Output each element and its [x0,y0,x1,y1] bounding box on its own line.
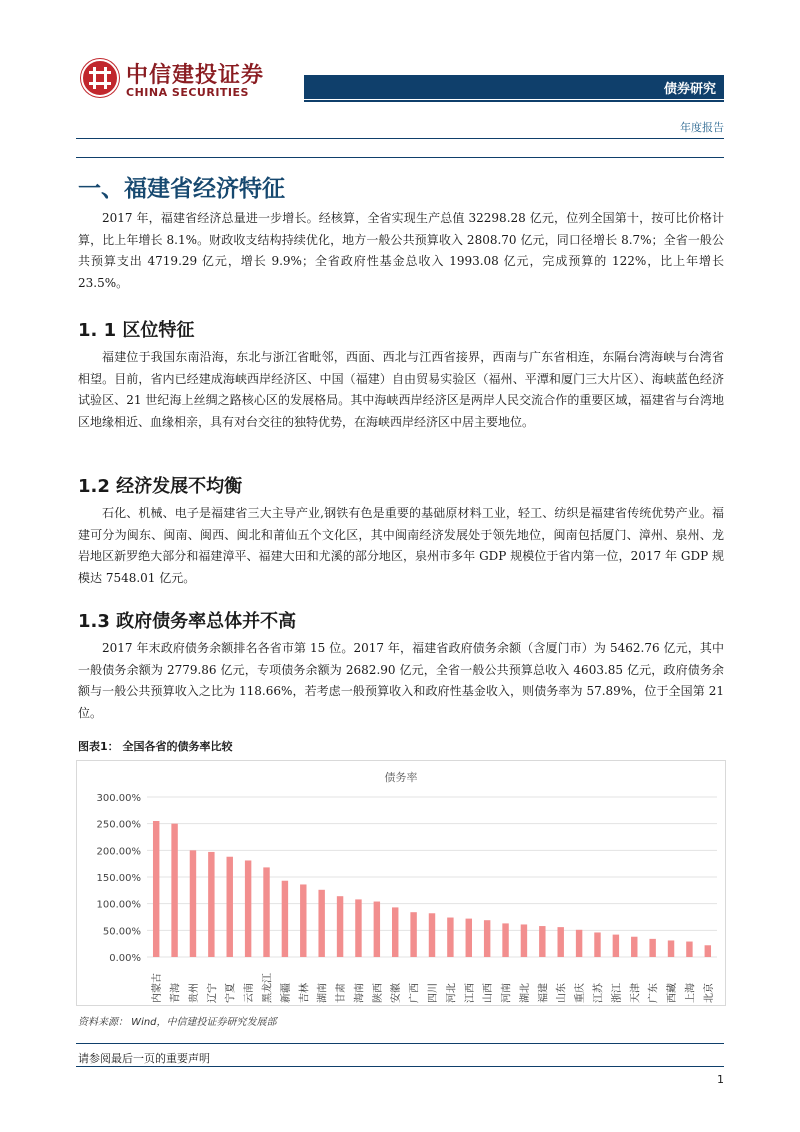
x-tick-label: 福建 [538,983,550,1003]
y-tick-label: 50.00% [102,926,141,938]
x-tick-label: 辽宁 [207,983,219,1003]
bar [263,867,269,957]
bar [190,850,196,957]
bar [374,902,380,957]
x-tick-label: 内蒙古 [152,973,164,1003]
x-tick-label: 西藏 [667,983,679,1003]
x-tick-label: 黑龙江 [262,973,274,1003]
bar [208,852,214,957]
intro-paragraph: 2017 年，福建省经济总量进一步增长。经核算，全省实现生产总值 32298.28 亿元，位列全国第十，按可比价格计算，比上年增长 8.1%。财政收支结构持续优化，地方一般公共预算收入 2808.70 亿元，同口径增长 8.7%；全省一般公共预算支出 4719.29 亿元，增长 9.9%；全省政府性基金总收入 1993.08 亿元，完成预算的 122%，比上年增长 23.5%。 [78,211,724,290]
brand-name-cn: 中信建投证券 [126,63,265,88]
bar [594,932,600,957]
x-tick-label: 重庆 [575,983,587,1003]
bar [282,881,288,957]
chart-title: 债务率 [384,771,418,784]
x-tick-label: 四川 [428,983,439,1003]
banner-underline [304,100,724,102]
bar [631,937,637,957]
x-tick-label: 江苏 [593,983,605,1003]
bar [171,824,177,957]
y-tick-label: 100.00% [96,899,141,911]
x-tick-label: 上海 [685,983,697,1003]
bar [613,935,619,957]
x-tick-label: 广西 [409,983,421,1003]
bar [429,913,435,957]
footer-divider-2 [76,1066,724,1067]
subsection-title-location: 1. 1 区位特征 [78,320,195,341]
bar [227,857,233,957]
x-tick-label: 陕西 [372,983,384,1003]
x-tick-label: 湖南 [317,983,329,1003]
bar [153,821,159,957]
x-tick-label: 宁夏 [225,983,237,1003]
page-number: 1 [717,1073,724,1086]
bar [686,942,692,957]
y-tick-label: 200.00% [96,846,141,858]
report-type: 年度报告 [680,121,724,134]
subsection-title-imbalance: 1.2 经济发展不均衡 [78,476,243,497]
brand-logo-icon [80,58,120,98]
x-tick-label: 安徽 [391,983,403,1003]
header-divider [76,138,724,139]
x-tick-label: 青海 [170,983,182,1003]
footer-disclaimer: 请参阅最后一页的重要声明 [78,1052,210,1065]
bar [484,920,490,957]
bar [705,945,711,957]
debt-paragraph: 2017 年末政府债务余额排名各省市第 15 位。2017 年，福建省政府债务余额（含厦门市）为 5462.76 亿元，其中一般债务余额为 2779.86 亿元，专项债务余额为 2682.90 亿元，全省一般公共预算总收入 4603.85 亿元，政府债务余额与一般公共预算收入之比为 118.66%，若考虑一般预算收入和政府性基金收入，则债务率为 57.89%，位于全国第 21 位。 [78,641,724,720]
bar [300,884,306,957]
bar [557,927,563,957]
bar [466,919,472,957]
x-tick-label: 甘肃 [336,983,348,1003]
bar [447,918,453,957]
y-tick-label: 0.00% [109,953,141,964]
bar [668,940,674,957]
location-paragraph: 福建位于我国东南沿海，东北与浙江省毗邻，西面、西北与江西省接界，西南与广东省相连，东隔台湾海峡与台湾省相望。目前，省内已经建成海峡西岸经济区、中国（福建）自由贸易实验区（福州、平潭和厦门三大片区）、海峡蓝色经济试验区、21 世纪海上丝绸之路核心区的发展格局。其中海峡西岸经济区是两岸人民交流合作的重要区域，福建省与台湾地区地缘相近、血缘相亲，具有对台交往的独特优势，在海峡西岸经济区中居主要地位。 [78,350,724,429]
subsection-title-debt: 1.3 政府债务率总体并不高 [78,611,297,632]
bar [337,896,343,957]
x-tick-label: 北京 [703,983,715,1003]
bar [502,923,508,957]
x-tick-label: 河北 [446,983,458,1003]
bar [410,912,416,957]
section-title: 一、福建省经济特征 [78,176,285,202]
y-tick-label: 150.00% [96,873,141,884]
figure-title: 图表1： 全国各省的债务率比较 [78,740,233,753]
bar [576,930,582,957]
x-tick-label: 浙江 [611,983,623,1003]
y-tick-label: 300.00% [96,793,141,804]
figure-source: 资料来源： Wind，中信建投证券研究发展部 [78,1017,277,1028]
x-tick-label: 新疆 [280,983,292,1003]
bar [245,860,251,957]
x-tick-label: 江西 [464,983,476,1003]
header-divider-2 [76,157,724,158]
bar [392,907,398,957]
x-tick-label: 吉林 [299,983,311,1003]
section-banner [304,75,724,99]
x-tick-label: 湖北 [519,983,531,1003]
x-tick-label: 云南 [244,983,256,1003]
imbalance-paragraph: 石化、机械、电子是福建省三大主导产业,钢铁有色是重要的基础原材料工业，轻工、纺织是福建省传统优势产业。福建可分为闽东、闽南、闽西、闽北和莆仙五个文化区，其中闽南经济发展处于领先地位，闽南包括厦门、漳州、泉州、龙岩地区新罗绝大部分和福建漳平、福建大田和尤溪的部分地区，泉州市多年 GDP 规模位于省内第一位，2017 年 GDP 规模达 7548.01 亿元。 [78,506,724,585]
brand-name-en: CHINA SECURITIES [126,86,249,99]
footer-divider [76,1043,724,1044]
x-tick-label: 河南 [501,983,513,1003]
x-tick-label: 山西 [483,983,495,1003]
x-tick-label: 广东 [648,983,660,1003]
y-tick-label: 250.00% [96,819,141,831]
debt-ratio-chart [76,760,726,1006]
bar [539,926,545,957]
section-label: 债券研究 [663,82,716,97]
x-tick-label: 山东 [556,983,568,1003]
bar [649,939,655,957]
bar [318,890,324,957]
chart-svg [77,761,725,1005]
bar [355,899,361,957]
page-header [0,0,800,120]
x-tick-label: 天津 [630,983,642,1003]
x-tick-label: 海南 [354,983,366,1003]
bar [521,924,527,957]
x-tick-label: 贵州 [188,983,200,1003]
